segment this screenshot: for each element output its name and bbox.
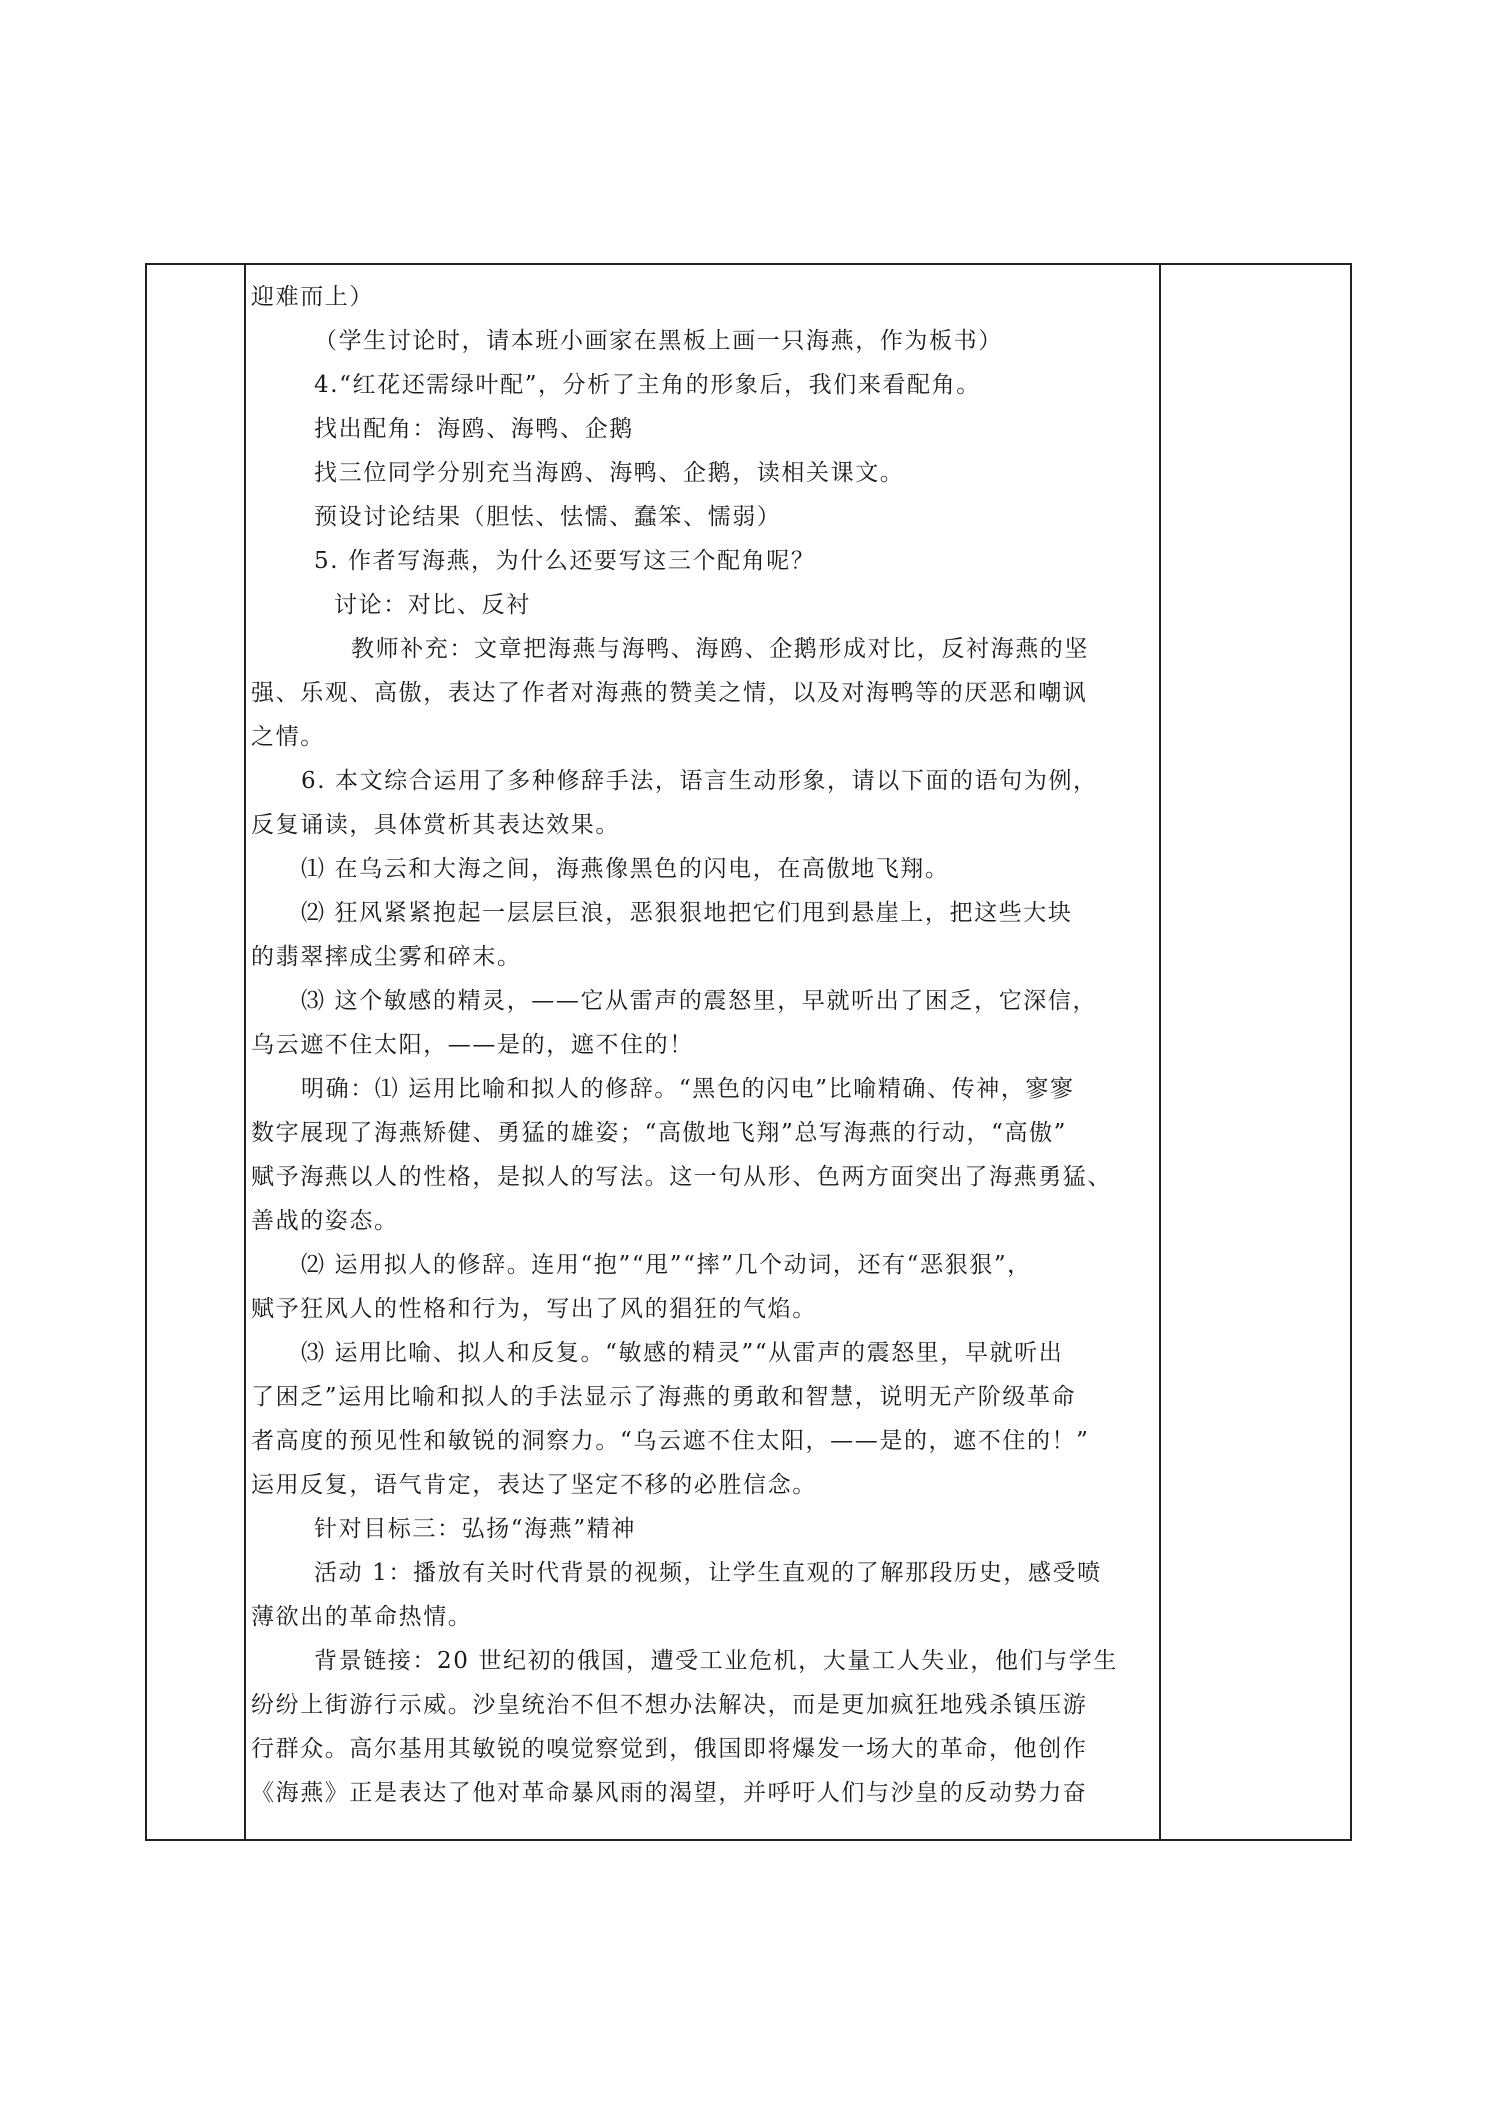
text-line: 反复诵读，具体赏析其表达效果。 (251, 812, 620, 838)
text-line: 明确：⑴ 运用比喻和拟人的修辞。“黑色的闪电”比喻精确、传神，寥寥 (301, 1076, 1075, 1102)
text-line: 乌云遮不住太阳，——是的，遮不住的！ (251, 1032, 694, 1058)
text-line: ⑶ 这个敏感的精灵，——它从雷声的震怒里，早就听出了困乏，它深信， (301, 988, 1098, 1014)
text-line: 6. 本文综合运用了多种修辞手法，语言生动形象，请以下面的语句为例， (301, 768, 1098, 794)
text-line: 数字展现了海燕矫健、勇猛的雄姿；“高傲地飞翔”总写海燕的行动，“高傲” (251, 1120, 1068, 1146)
text-line: 赋予海燕以人的性格，是拟人的写法。这一句从形、色两方面突出了海燕勇猛、 (251, 1164, 1112, 1190)
text-line: （学生讨论时，请本班小画家在黑板上画一只海燕，作为板书） (314, 328, 1003, 354)
text-line: 找三位同学分别充当海鸥、海鸭、企鹅，读相关课文。 (314, 460, 905, 486)
text-line: 之情。 (251, 724, 325, 750)
text-line: 《海燕》正是表达了他对革命暴风雨的渴望，并呼吁人们与沙皇的反动势力奋 (251, 1780, 1088, 1806)
text-line: 预设讨论结果（胆怯、怯懦、蠢笨、懦弱） (314, 504, 782, 530)
text-line: 运用反复，语气肯定，表达了坚定不移的必胜信念。 (251, 1472, 817, 1498)
text-line: 行群众。高尔基用其敏锐的嗅觉察觉到，俄国即将爆发一场大的革命，他创作 (251, 1736, 1088, 1762)
text-line: 赋予狂风人的性格和行为，写出了风的猖狂的气焰。 (251, 1296, 817, 1322)
text-line: 薄欲出的革命热情。 (251, 1604, 473, 1630)
text-line: 迎难而上） (251, 284, 374, 310)
text-line: 讨论：对比、反衬 (334, 592, 531, 618)
text-line: 4.“红花还需绿叶配”，分析了主角的形象后，我们来看配角。 (314, 372, 981, 398)
text-line: ⑶ 运用比喻、拟人和反复。“敏感的精灵”“从雷声的震怒里，早就听出 (301, 1340, 1064, 1366)
text-line: 的翡翠摔成尘雾和碎末。 (251, 944, 522, 970)
text-line: 纷纷上街游行示威。沙皇统治不但不想办法解决，而是更加疯狂地残杀镇压游 (251, 1692, 1088, 1718)
text-line: ⑵ 狂风紧紧抱起一层层巨浪，恶狠狠地把它们甩到悬崖上，把这些大块 (301, 900, 1073, 926)
text-line: 5. 作者写海燕，为什么还要写这三个配角呢？ (314, 548, 816, 574)
text-line: 背景链接：20 世纪初的俄国，遭受工业危机，大量工人失业，他们与学生 (314, 1648, 1118, 1674)
text-line: 针对目标三：弘扬“海燕”精神 (314, 1516, 636, 1542)
text-line: ⑴ 在乌云和大海之间，海燕像黑色的闪电，在高傲地飞翔。 (301, 856, 950, 882)
text-line: 强、乐观、高傲，表达了作者对海燕的赞美之情，以及对海鸭等的厌恶和嘲讽 (251, 680, 1088, 706)
text-line: 了困乏”运用比喻和拟人的手法显示了海燕的勇敢和智慧，说明无产阶级革命 (251, 1384, 1077, 1410)
text-line: ⑵ 运用拟人的修辞。连用“抱”“甩”“摔”几个动词，还有“恶狠狠”， (301, 1252, 1032, 1278)
text-line: 活动 1：播放有关时代背景的视频，让学生直观的了解那段历史，感受喷 (314, 1560, 1102, 1586)
text-line: 找出配角：海鸥、海鸭、企鹅 (314, 416, 634, 442)
table-column-divider-left (244, 265, 246, 1839)
table-column-divider-right (1159, 265, 1161, 1839)
text-line: 者高度的预见性和敏锐的洞察力。“乌云遮不住太阳，——是的，遮不住的！” (251, 1428, 1090, 1454)
text-line: 善战的姿态。 (251, 1208, 399, 1234)
teaching-process-cell (251, 275, 1151, 1815)
lesson-plan-table (145, 263, 1352, 1841)
text-line: 教师补充：文章把海燕与海鸭、海鸥、企鹅形成对比，反衬海燕的坚 (351, 636, 1089, 662)
